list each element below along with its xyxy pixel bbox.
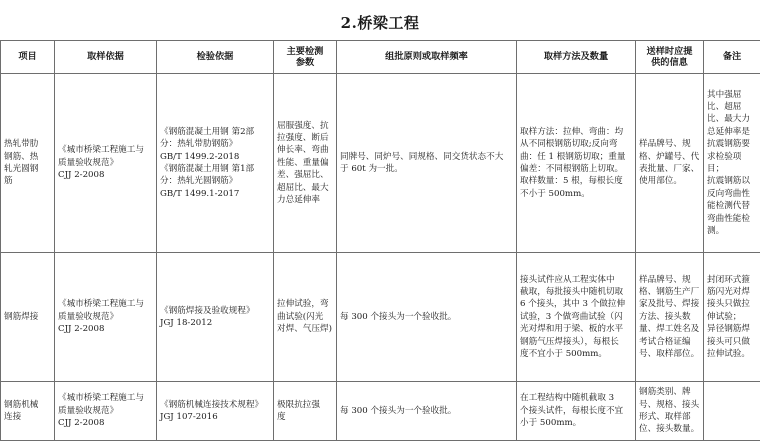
- header-info: 送样时应提 供的信息: [636, 41, 704, 74]
- specification-table: [0, 40, 760, 441]
- cell-item: 钢筋机械 连接: [1, 382, 55, 441]
- cell-info: 钢筋类别、牌 号、规格、接头 形式、取样部 位、接头数量。: [636, 382, 704, 441]
- header-test-basis: 检验依据: [157, 41, 274, 74]
- cell-test-basis: 《钢筋机械连接技术规程》 JGJ 107-2016: [157, 382, 274, 441]
- cell-test-basis: 《钢筋混凝土用钢 第2部 分：热轧带肋钢筋》 GB/T 1499.2-2018 《钢筋混凝土用钢 第1部 分：热轧光圆钢筋》 GB/T 1499.1-2017: [157, 74, 274, 253]
- table-row: [1, 74, 760, 253]
- table-row: [1, 382, 760, 441]
- cell-info: 样品牌号、规 格、钢筋生产厂 家及批号、焊接 方法、接头数 量、焊工姓名及 考试合格证编 号、取样部位。: [636, 253, 704, 382]
- header-method: 取样方法及数量: [517, 41, 636, 74]
- cell-notes: [704, 382, 760, 441]
- cell-notes: 封闭环式箍筋闪光对焊接头只做拉伸试验； 异径钢筋焊接头可只做拉伸试验。: [704, 253, 760, 382]
- header-batching: 组批原则或取样频率: [337, 41, 517, 74]
- cell-batching: 每 300 个接头为一个验收批。: [337, 253, 517, 382]
- cell-method: 接头试件应从工程实体中 截取，每批接头中随机切取 6 个接头，其中 3 个做拉伸 试验，3 个做弯曲试验（闪 光对焊和用于梁、板的水平 钢筋气压焊接头），每根长 度不宜小于 500mm。: [517, 253, 636, 382]
- cell-item: 热轧带肋 钢筋、热 轧光圆钢 筋: [1, 74, 55, 253]
- cell-sampling-basis: 《城市桥梁工程施工与 质量验收规范》 CJJ 2-2008: [55, 253, 157, 382]
- table-header-row: [1, 41, 760, 74]
- cell-parameters: 极限抗拉强 度: [274, 382, 337, 441]
- cell-method: 取样方法：拉伸、弯曲：均 从不同根钢筋切取;反向弯 曲：任 1 根钢筋切取；重量 偏差：不同根钢筋上切取。 取样数量：5 根，每根长度 不小于 500mm。: [517, 74, 636, 253]
- cell-batching: 同牌号、同炉号、同规格、同交货状态不大 于 60t 为一批。: [337, 74, 517, 253]
- cell-sampling-basis: 《城市桥梁工程施工与 质量验收规范》 CJJ 2-2008: [55, 74, 157, 253]
- table-row: [1, 253, 760, 382]
- cell-notes: 其中强屈比、超屈比、最大力总延伸率是抗震钢筋要求检验项目； 抗震钢筋以反向弯曲性能检测代替弯曲性能检测。: [704, 74, 760, 253]
- header-sampling-basis: 取样依据: [55, 41, 157, 74]
- cell-info: 样品牌号、规 格、炉罐号、代 表批量、厂家、 使用部位。: [636, 74, 704, 253]
- cell-parameters: 屈服强度、抗 拉强度、断后 伸长率、弯曲 性能、重量偏 差、强屈比、 超屈比、最大 力总延伸率: [274, 74, 337, 253]
- header-notes: 备注: [704, 41, 760, 74]
- cell-test-basis: 《钢筋焊接及验收规程》 JGJ 18-2012: [157, 253, 274, 382]
- cell-parameters: 拉伸试验，弯 曲试验(闪光 对焊、气压焊): [274, 253, 337, 382]
- header-parameters: 主要检测 参数: [274, 41, 337, 74]
- cell-method: 在工程结构中随机截取 3 个接头试件，每根长度不宜 小于 500mm。: [517, 382, 636, 441]
- cell-batching: 每 300 个接头为一个验收批。: [337, 382, 517, 441]
- cell-sampling-basis: 《城市桥梁工程施工与 质量验收规范》 CJJ 2-2008: [55, 382, 157, 441]
- cell-item: 钢筋焊接: [1, 253, 55, 382]
- page-title: 2.桥梁工程: [0, 12, 760, 33]
- header-item: 项目: [1, 41, 55, 74]
